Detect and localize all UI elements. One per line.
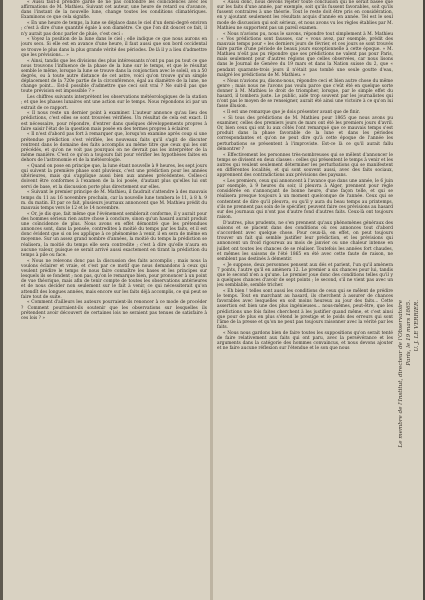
paragraph: « Or, je dis que, fait même que l'événement semblerait conforme, il y aurait pour des hommes sérieux rien autre chose à conclure, sinon qu'un hasard aurait produit une coïncidence de plus. Nous avons en effet démontré que les prétendues annonces sont, dans la pensée, contredites à moitié du temps par les faits, et il est donc évident que si on les applique à ce phénomène à venir, il en sera de même en moyenne. Sur un assez grand nombre d'années, la moitié du temps la prédiction se réalisera, la moitié du temps elle sera contredite ; c'est à dire qu'elle n'aura en aucune valeur, puisque se serait arrivé aussi exactement en tirant la prédiction du temps à pile ou face. [21,211,207,258]
paragraph: « Ainsi, tandis que les divisions des plus intéressants n'ont pu pas pu tout ce que nous trouvons l'influence de la phase de la lune sur le temps, et que le résultat semble le même, lorsque la lune se trouve dans la conjonction avec le soleil, on a 50 degrés, ou à toute autre distance de cet astre, voici qu'on trouve qu'un simple déplacement de la 720e partie de la circonférence, égal au diamètre de la lune, ne change point... Est-il possible d'admettre que ceci soit vrai ? Ne suit-il pas que toute prévision est impossible ? » [21,58,207,95]
signature-line: Paris, le 19 mars 1865. [406,300,412,366]
left-column [21,0,207,600]
paragraph: « Si tous des prédictions de M. Mathieu pour 1865 que nous avons pu examiner, celles des premiers jours de mars ont été les premiers jours d'avril. Or, bien ceux qui ont lu aux côtés l'ont remarqué que ce mauvais temps s'est produit dans la phase favorable de la lune et dans les périodes correspondantes et qu'on ne peut dire qu'à cette époque de l'année les perturbations se présentent à l'improviste. Est-ce là ce qu'il aurait fallu démontrer ? [217,115,393,152]
paragraph: « Nous nous gardons bien de faire toutes les suppositions qu'on serait tenté de faire relativement aux faits qui ont paru, avec la persévérance et les arguments dans la catégorie des hommes convaincus, et nous devons ajouter et ne faire aucune réflexion sur l'étendue et le son que nous [217,330,393,352]
paragraph: « Nous n'avions pu, nous le savons, répondre tout simplement à M. Mathieu : « Vos prédictions sont fausses, car « vous avez, par exemple, prédit des mauvais temps pour « les derniers jours de février, et ces jours se sont trouvés faire partie d'une période de beaux jours exceptionnelle à cette époque. » M. Mathieu n'eût pas pu répondre que ses prédictions ne valent pas pour Paris, mais seulement pour d'autres régions que celles observées, car nous lisons dans le Journal de Genève du 19 mars et dans la Nation suisse du 2, que « pendant quarante-trois jours il n'était pas tombé une seule goutte d'eau, malgré les prédictions de M. Mathieu. » [217,31,393,78]
paragraph: « Voyez la position de la lune dans le ciel ; elle indique ce que nous aurons en jours secs. Si elle est en avance d'une heure, il faut aussi que son bord occidental se trouve le plus dans la plus grande vérité des périodes. De là il y a lieu d'admettre que les prévisions... » [21,37,207,58]
paragraph: « Il n'est d'abord pas fort à remarquer que, lorsqu'on examine après coup si une prétendue prédiction s'est vérifiée, les nouveaux faits qu'il s'agit de discuter rentrent dans le domaine des faits accomplis au même titre que ceux qui les ont précédés, et qu'on ne voit pas pourquoi on ne devrait pas les interpréter de la même manière. C'est ce qu'on a toujours fait pour vérifier les hypothèses faites en dehors de l'astronomie et de la météorologie. [21,132,207,164]
paragraph: « Aussi faut-il prendre garde de ne pas confondre les coïncidences avec les affirmations de M. Mathieu. Suivant cet auteur, une heure de retard ou d'avance, dans l'instant de la nouvelle lune, change toutes les conditions climatériques. Examinons ce que cela signifie. [21,0,207,21]
paragraph: « Nous ne relevons donc pas la discussion des faits accomplis ; mais nous la voulons éclairer et vraie, et c'est par ce motif que nous demandons à ceux qui veulent prédire le temps de nous faire connaître les bases et les principes sur lesquels ils se fondent ; non pas, qu'on le remarque bien, pour prononcer à un point de vue théorique, mais afin de tenir compte de toutes les observations antérieures et de nous décider non seulement sur le fait à venir, ce qui nécessiterait qu'on attendît des longues années, mais encore sur les faits déjà accomplis, ce qui peut se faire tout de suite. [21,258,207,300]
paragraph: « Je suppose, deux personnes pensent aux dés et parient, l'un qu'il amènera 7 points, l'autre qu'il en amènera 12. Le premier a six chances pour lui, tandis que le second n'en a qu'une. Le premier joue donc des conditions telles qu'il y a quelques chances d'avoir de sept points ; le second, s'il ne vient pas avec un jeu semblable, semble tricher. [217,262,393,289]
scanned-page [3,0,423,600]
paragraph: « Quand on pose en principe que, la lune étant nouvelle à 9 heures, les sept jours qui suivent la première phase sont pluvieux, c'est une prédiction pour les années ultérieures, mais qui s'applique aussi bien aux années précédentes. Celles-ci doivent être conformes à l'examen de la loi posée, d'autant plus qu'elles lui ont servi de base, et la discussion porte plus directement sur elles. [21,164,207,190]
signature-line: Le membre de l'Institut, directeur de l'Observatoire [398,300,404,448]
paragraph: « En une heure de temps, la lune se déplace dans le ciel d'un demi-degré environ ; c'est à dire d'une quantité égale à son diamètre. Ce que l'on dit doucet ce fait, il n'y aurait pas donc parler de pluie, c'est ceci : [21,21,207,37]
page-edge [0,0,3,600]
paragraph: « Suivant le premier principe de M. Mathieu, il faudrait s'attendre à des mauvais temps du 11 au 16 novembre prochain, car la nouvelle lune tombera le 11, à 8 h. 9 m. du matin. Et par ce fait, plusieurs journaux annoncent que M. Mathieu prédit du mauvais temps vers le 12 et le 14 novembre. [21,190,207,211]
paragraph: « Effectivement les personnes très-nombreuses qui se mêlent d'annoncer le temps se divisent en deux classes : celles qui présentent le temps à venir et les autres qui veulent seulement déterminer les perturbations qui se manifestent en différentes localités, et qui sont souvent aussi, avec des faits sociaux, apprennent des contradictions aux prévisions des paysans. [217,152,393,179]
paragraph: « Il nous reste un dernier point à examiner. L'auteur annonce qu'au lieu des prédictions, c'est elles se sont trouvées vérifiées. Un résultat de cela est exact. Il est nécessaire, pour répondre, d'entrer dans quelques développements propres à faire saisir l'état de la question mais posée en des termes propres à éclairer. [21,111,207,132]
paragraph: « Comment d'ailleurs les auteurs pourraient-ils renoncer à ce mode de procéder ? Comment pourraient-ils soutenir que les observations sur lesquelles ils prétendent avoir découvert de certaines lois ne seraient pas tenues de satisfaire à ces lois ? » [21,300,207,321]
paragraph: D'autres, plus prudents, ne s'en prennent qu'aux phénomènes généraux des saisons et se placent dans des conditions où ces annonces tout d'abord s'accordent avec quelque chose. Pour ceux-là, en effet, on peut toujours trouver un fait qui semble justifier leur prédiction, et les prévisions qui annoncent un froid rigoureux au mois de janvier ou une chaleur intense en juillet ont toutes les chances de se réaliser. Toutefois les années fort chaudes, et mêmes les saisons de l'été 1865 en été avec cette faute de raison, ne semblent pas destinés à démentir. [217,220,393,262]
paragraph: « Il est une remarque que je dois présenter avant que de finir. [223,110,360,116]
column-gutter [210,0,213,600]
paragraph: « Aussi donc, nous devons rejeter toute conclusion qui ne serait basée que sur les faits d'une année, par exemple, soit qu'ils fussent favorables, soit qu'ils fussent contraires à une théorie. Tout le reste doit être pris en considération, en y ajoutant seulement les résultats acquis d'année en année. Tel est le seul mode de discussion qui soit sérieux, et nous avons vu les règles établies par M. Mathieu ne supportent pas un pareil examen. [217,0,393,31]
margin-signature [398,300,424,595]
paragraph: « Les premiers, ceux qui annoncent à l'avance que dans une année, le 6 juin par exemple, à 9 heures du soir, il pleuvra à Alger, prennent pour règle considérée en s'annonçant de bonne heure, d'une façon telle, et qui se réalisera presque toujours à un moment quelconque de l'année. Ceux qui se contentent de dire qu'il pleuvra, ou qu'il y aura du beau temps au printemps, s'ils ne prennent pas soin de le spécifier, peuvent faire ces prévisions au hasard sur des journaux qui n'ont pas d'autre fond d'autres faits. Ceux-là ont toujours raison. [217,178,393,220]
paragraph: Les chiffres suivants interprètent les observations météorologiques de la station ; et que les phases lunaires ont une action sur le temps. Nous répondons ici par un extrait de ce rapport. [21,95,207,111]
right-column [217,0,393,600]
paragraph: « Nous n'avions pu, disons-nous, répondre ceci et bien autre chose du même genre ; mais nous ne l'avons pas voulu parce que c'eût été en quelque sorte donner à M. Mathieu le droit de triompher, lorsque, par le simple effet du hasard, il tombera juste. Le public, aidé trop souvent par les journalistes qui n'ont pas le moyen de se renseigner, aurait été ainsi une victoire à ce qu'on lui fasse illusion. [217,78,393,110]
paragraph: « Eh bien ! telles sont aussi les conditions de ceux qui se mêlent de prédire le temps. Tout en marchant au hasard, ils cherchent à assurer de chances favorables avec lesquelles en soit moins heureux au jour des faits... Cette assertion est bien une des plus ingénieuses... nous-mêmes, peut-être, que les prédictions une fois faites cherchent à les justifier quand même, et c'est ainsi que pour de plus en plus s'étend le prestige et le poids des erreurs qui sont l'âme de la presse et qu'on ne peut pas toujours raisonner avec la vérité par les faits. [217,288,393,331]
signature-line: U. J. LE VERRIER. [414,300,420,352]
